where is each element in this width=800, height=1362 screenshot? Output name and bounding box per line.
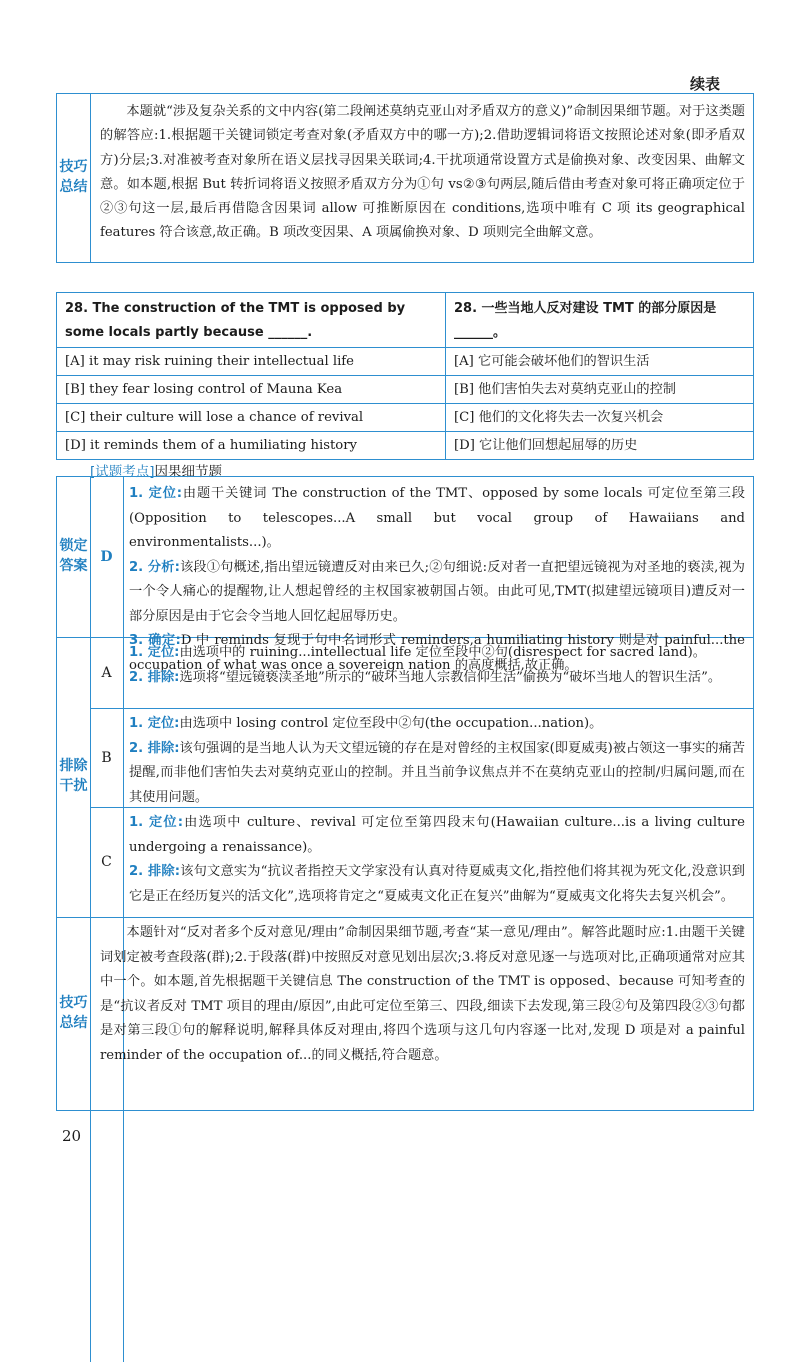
test-point-value: 因果细节题	[154, 464, 223, 480]
distractor-a-step-1-head: 1. 定位:	[129, 645, 180, 660]
test-point-tag: [试题考点]	[90, 464, 155, 480]
distractor-b-step-2-text: 该句强调的是当地人认为天文望远镜的存在是对曾经的主权国家(即夏威夷)被占领这一事实的痛苦提醒,而非他们害怕失去对莫纳克亚山的控制。并且当前争议焦点并不在莫纳克亚山的控制/归属问题,而在其使用问题。	[129, 740, 745, 805]
option-b-cn: [B] 他们害怕失去对莫纳克亚山的控制	[446, 376, 754, 404]
answer-step-1-head: 1. 定位:	[129, 486, 183, 501]
question-stem-cn: 28. 一些当地人反对建设 TMT 的部分原因是______。	[446, 293, 754, 348]
distractor-c-step-2-head: 2. 排除:	[129, 864, 181, 879]
continued-label: 续表	[689, 75, 720, 93]
tips-label-top: 技巧总结	[57, 94, 91, 262]
distractor-b-step-1-text: 由选项中 losing control 定位至段中②句(the occupation...nation)。	[179, 716, 603, 731]
distractor-a-step-2-head: 2. 排除:	[129, 669, 180, 685]
analysis-box	[56, 476, 754, 1111]
distractor-a-step-1-text: 由选项中的 ruining...intellectual life 定位至段中②句(disrespect for sacred land)。	[179, 645, 706, 660]
option-d-cn: [D] 它让他们回想起屈辱的历史	[446, 432, 754, 460]
distractor-a	[129, 641, 745, 690]
answer-step-2-text: 该段①句概述,指出望远镜遭反对由来已久;②句细说:反对者一直把望远镜视为对圣地的亵渎,视为一个令人痛心的提醒物,让人想起曾经的主权国家被朝国占领。由此可见,TMT(拟建望远镜项目)遭反对一部分原因是由于它会令当地人回忆起屈辱历史。	[129, 559, 745, 624]
option-a-en: [A] it may risk ruining their intellectual life	[57, 348, 446, 376]
answer-step-3-text: D 中 reminds 复现于句中名词形式 reminders,a humiliating history 则是对 painful...the occupation of what was once a sovereign nation 的高度概括,故正确。	[129, 633, 745, 673]
distractor-b-step-1-head: 1. 定位:	[129, 716, 180, 731]
question-stem-en: 28. The construction of the TMT is opposed by some locals partly because ______.	[57, 293, 446, 348]
question-table	[56, 292, 754, 460]
answer-step-1-text: 由题干关键词 The construction of the TMT、opposed by some locals 可定位至第三段(Opposition to telescopes...A small but vocal group of Hawaiians and environmentalists...)。	[129, 486, 745, 550]
distractor-a-step-2-text: 选项将“望远镜亵渎圣地”所示的“破坏当地人宗教信仰生活”偷换为“破坏当地人的智识生活”。	[179, 669, 722, 685]
distractor-c	[129, 811, 745, 909]
option-c-en: [C] their culture will lose a chance of revival	[57, 404, 446, 432]
distractor-b-letter: B	[101, 749, 112, 766]
distractor-b-step-2-head: 2. 排除:	[129, 740, 180, 756]
distractor-a-letter: A	[101, 664, 112, 681]
distractors-label: 排除干扰	[59, 758, 88, 794]
answer-label: 锁定答案	[59, 538, 88, 574]
distractor-b	[129, 712, 745, 810]
distractor-c-step-1-head: 1. 定位:	[129, 815, 183, 830]
answer-step-3-head: 3. 确定:	[129, 633, 181, 648]
distractor-c-step-1-text: 由选项中 culture、revival 可定位至第四段末句(Hawaiian culture...is a living culture undergoing a renaissance)。	[129, 815, 745, 855]
option-b-en: [B] they fear losing control of Mauna Kea	[57, 376, 446, 404]
answer-letter: D	[100, 549, 113, 565]
distractor-c-letter: C	[101, 854, 112, 870]
page-number: 20	[62, 1127, 82, 1145]
tips-text-bottom: 本题针对“反对者多个反对意见/理由”命制因果细节题,考查“某一意见/理由”。解答此题时应:1.由题干关键词划定被考查段落(群);2.于段落(群)中按照反对意见划出层次;3.将反对意见逐一与选项对比,正确项通常对应其中一个。如本题,首先根据题干关键信息 The construction of the TMT is opposed、because 可知考查的是“抗议者反对 TMT 项目的理由/原因”,由此可定位至第三、四段,细读下去发现,第三段②句及第四段②③句都是对第三段①句的解释说明,解释具体反对理由,将四个选项与这几句内容逐一比对,发现 D 项是对 a painful reminder of the occupation of...的同义概括,符合题意。	[100, 925, 745, 1063]
distractor-c-step-2-text: 该句文意实为“抗议者指控天文学家没有认真对待夏威夷文化,指控他们将其视为死文化,没意识到它是正在经历复兴的活文化”,选项将肯定之“夏威夷文化正在复兴”曲解为“夏威夷文化将失去复兴机会”。	[129, 864, 745, 904]
tips-label-bottom: 技巧总结	[57, 917, 91, 1110]
option-c-cn: [C] 他们的文化将失去一次复兴机会	[446, 404, 754, 432]
option-a-cn: [A] 它可能会破坏他们的智识生活	[446, 348, 754, 376]
option-d-en: [D] it reminds them of a humiliating history	[57, 432, 446, 460]
tips-box-top	[56, 93, 754, 263]
answer-step-2-head: 2. 分析:	[129, 559, 180, 575]
tips-text-top: 本题就“涉及复杂关系的文中内容(第二段阐述莫纳克亚山对矛盾双方的意义)”命制因果细节题。对于这类题的解答应:1.根据题干关键词锁定考查对象(矛盾双方中的哪一方);2.借助逻辑词将语文按照论述对象(即矛盾双方)分层;3.对准被考查对象所在语义层找寻因果关联词;4.干扰项通常设置方式是偷换对象、改变因果、曲解文意。如本题,根据 But 转折词将语义按照矛盾双方分为①句 vs②③句两层,随后借由考查对象可将正确项定位于②③句这一层,最后再借隐含因果词 allow 可推断原因在 conditions,选项中唯有 C 项 its geographical features 符合该意,故正确。B 项改变因果、A 项属偷换对象、D 项则完全曲解文意。	[100, 104, 745, 241]
